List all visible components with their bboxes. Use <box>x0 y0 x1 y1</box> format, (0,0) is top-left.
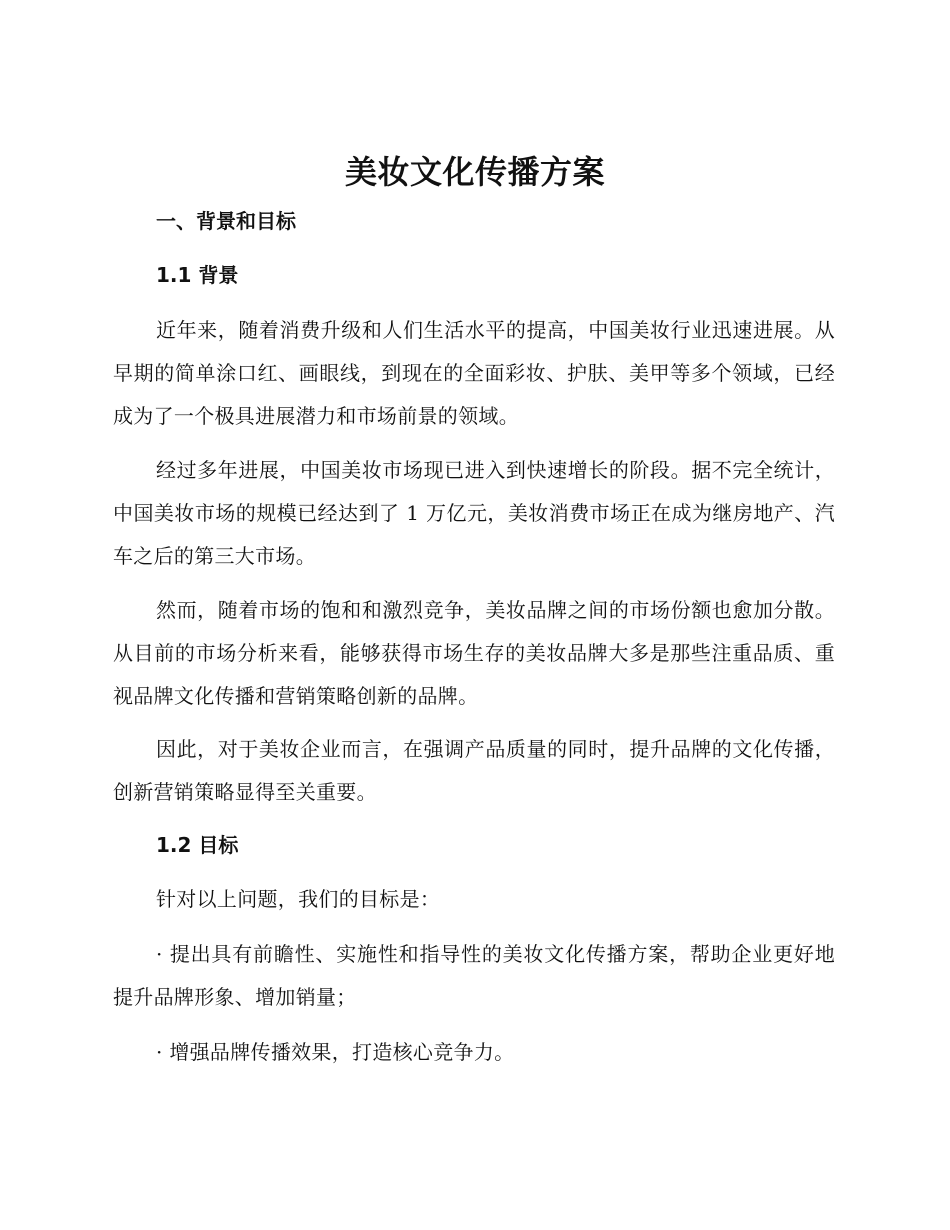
paragraph-background-2: 经过多年进展，中国美妆市场现已进入到快速增长的阶段。据不完全统计，中国美妆市场的规模已经达到了 1 万亿元，美妆消费市场正在成为继房地产、汽车之后的第三大市场。 <box>113 458 835 568</box>
paragraph-goals-intro: 针对以上问题，我们的目标是： <box>156 887 441 911</box>
paragraph-background-4: 因此，对于美妆企业而言，在强调产品质量的同时，提升品牌的文化传播，创新营销策略显得至关重要。 <box>113 737 835 804</box>
paragraph-background-3: 然而，随着市场的饱和和激烈竞争，美妆品牌之间的市场份额也愈加分散。从目前的市场分析来看，能够获得市场生存的美妆品牌大多是那些注重品质、重视品牌文化传播和营销策略创新的品牌。 <box>113 598 835 708</box>
subsection-heading-background: 1.1 背景 <box>156 263 239 287</box>
goal-bullet-1: · 提出具有前瞻性、实施性和指导性的美妆文化传播方案，帮助企业更好地提升品牌形象、增加销量； <box>113 942 835 1009</box>
subsection-heading-goals: 1.2 目标 <box>156 833 239 857</box>
section-heading-background-goals: 一、背景和目标 <box>156 209 296 233</box>
goal-bullet-2: · 增强品牌传播效果，打造核心竞争力。 <box>156 1040 515 1064</box>
document-title: 美妆文化传播方案 <box>344 153 605 191</box>
paragraph-background-1: 近年来，随着消费升级和人们生活水平的提高，中国美妆行业迅速进展。从早期的简单涂口红、画眼线，到现在的全面彩妆、护肤、美甲等多个领域，已经成为了一个极具进展潜力和市场前景的领域。 <box>113 318 835 428</box>
